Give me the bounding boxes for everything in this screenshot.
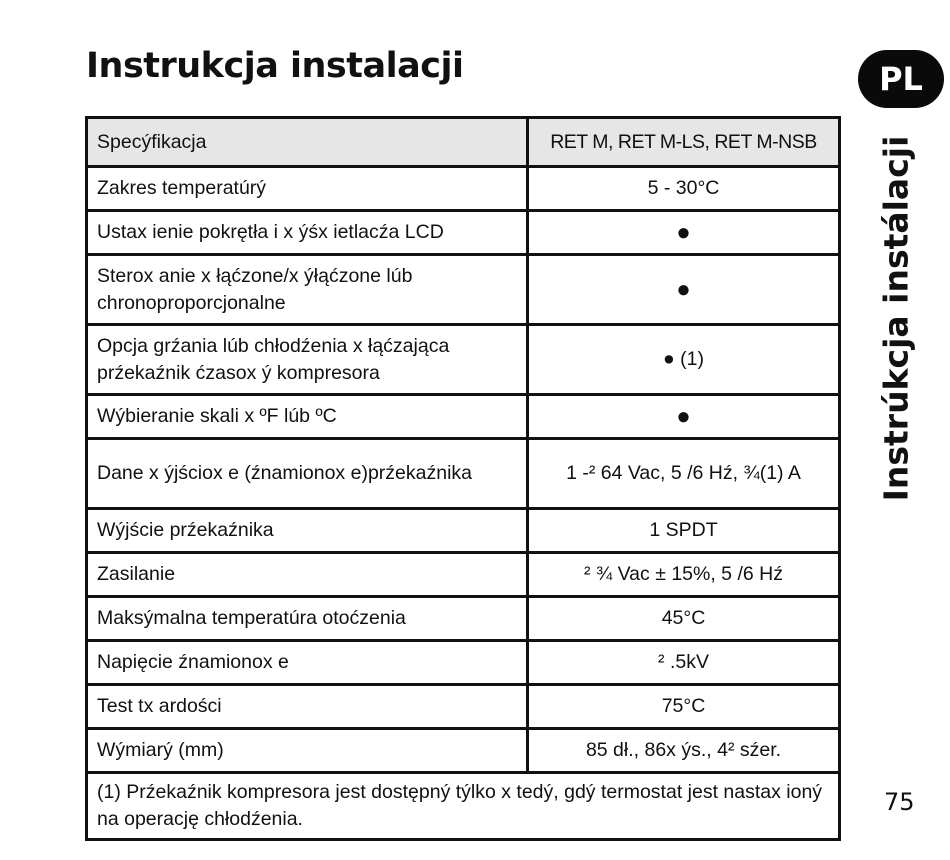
table-row (87, 325, 840, 395)
table-row (87, 509, 840, 553)
row-value: 85 dł., 86x ýs., 4² sźer. (528, 729, 840, 773)
table-row (87, 167, 840, 211)
row-value-bullet: ● (528, 395, 840, 439)
table-header-row (87, 118, 840, 167)
row-label: Sterox anie x łąćzone/x ýłąćzone lúb chronoproporcjonalne (87, 255, 528, 325)
row-value: 1 -² 64 Vac, 5 /6 Hź, ¾(1) A (528, 439, 840, 509)
table-row (87, 729, 840, 773)
row-label: Ustax ienie pokrętła i x ýśx ietlacźa LCD (87, 211, 528, 255)
row-label: Maksýmalna temperatúra otoćzenia (87, 597, 528, 641)
row-value: 5 - 30°C (528, 167, 840, 211)
table-row (87, 685, 840, 729)
language-badge: PL (858, 50, 944, 108)
row-value: 75°C (528, 685, 840, 729)
side-section-label-text: Instrúkcja instálacji (876, 135, 916, 501)
row-value-bullet: ● (528, 211, 840, 255)
table-row (87, 395, 840, 439)
row-value-bullet: ● (528, 255, 840, 325)
row-label: Zasilanie (87, 553, 528, 597)
table-row (87, 255, 840, 325)
page-number: 75 (884, 788, 915, 816)
table-row (87, 553, 840, 597)
row-value: 1 SPDT (528, 509, 840, 553)
footnote-row (87, 773, 840, 840)
row-label: Zakres temperatúrý (87, 167, 528, 211)
row-label: Napięcie źnamionox e (87, 641, 528, 685)
specification-table (85, 116, 841, 841)
row-value: ² ¾ Vac ± 15%, 5 /6 Hź (528, 553, 840, 597)
row-value: ² .5kV (528, 641, 840, 685)
table-row (87, 641, 840, 685)
side-section-label (876, 135, 916, 501)
row-label: Test tx ardości (87, 685, 528, 729)
table-row (87, 439, 840, 509)
table-row (87, 597, 840, 641)
header-label: Specýfikacja (87, 118, 528, 167)
row-label: Opcja grźania lúb chłodźenia x łąćzająca prźekaźnik ćzasox ý kompresora (87, 325, 528, 395)
table-row (87, 211, 840, 255)
row-label: Dane x ýjściox e (źnamionox e)prźekaźnika (87, 439, 528, 509)
row-label: Wýmiarý (mm) (87, 729, 528, 773)
row-value-bullet-note: ● (1) (528, 325, 840, 395)
row-value: 45°C (528, 597, 840, 641)
page-title: Instrukcja instalacji (86, 46, 464, 86)
row-label: Wýbieranie skali x ºF lúb ºC (87, 395, 528, 439)
header-models: RET M, RET M-LS, RET M-NSB (528, 118, 840, 167)
footnote: (1) Prźekaźnik kompresora jest dostępný týlko x tedý, gdý termostat jest nastax ioný na operację chłodźenia. (87, 773, 840, 840)
row-label: Wýjście prźekaźnika (87, 509, 528, 553)
